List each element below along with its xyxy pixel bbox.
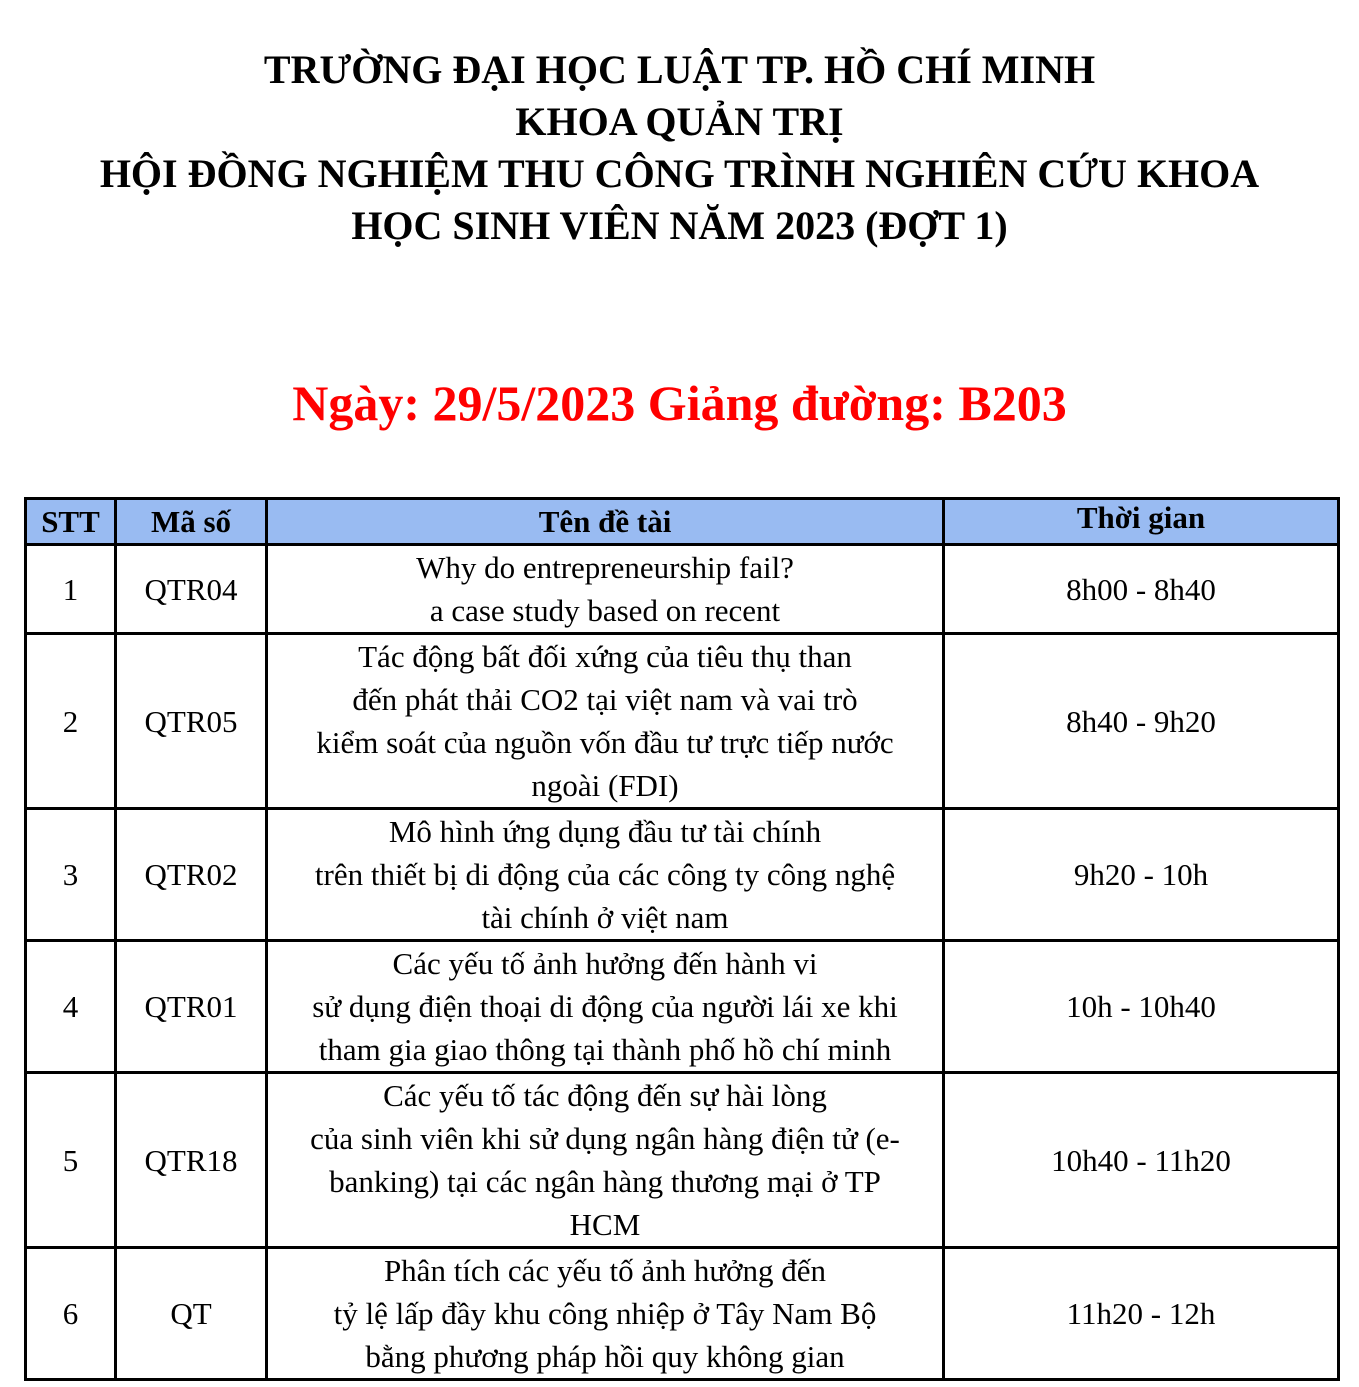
table-row <box>26 1073 1339 1248</box>
column-header-code: Mã số <box>116 499 267 545</box>
title-line: Các yếu tố ảnh hưởng đến hành vi <box>392 946 818 981</box>
title-line: ngoài (FDI) <box>531 768 679 803</box>
title-line: a case study based on recent <box>429 593 781 628</box>
council-title-line-2: HỌC SINH VIÊN NĂM 2023 (ĐỢT 1) <box>351 203 1008 248</box>
schedule-table <box>24 497 1340 1381</box>
row-stt: 4 <box>26 941 116 1073</box>
row-stt: 5 <box>26 1073 116 1248</box>
table-row <box>26 634 1339 809</box>
row-code: QT <box>116 1248 267 1380</box>
row-title <box>267 1073 944 1248</box>
row-time: 9h20 - 10h <box>944 809 1339 941</box>
faculty-name: KHOA QUẢN TRỊ <box>515 99 844 144</box>
row-code: QTR01 <box>116 941 267 1073</box>
title-line: Các yếu tố tác động đến sự hài lòng <box>383 1078 827 1113</box>
column-header-stt: STT <box>26 499 116 545</box>
row-stt: 6 <box>26 1248 116 1380</box>
title-line: tài chính ở việt nam <box>481 900 729 935</box>
row-stt: 1 <box>26 545 116 634</box>
row-code: QTR05 <box>116 634 267 809</box>
row-title <box>267 1248 944 1380</box>
title-line: sử dụng điện thoại di động của người lái xe khi <box>312 989 898 1024</box>
row-stt: 2 <box>26 634 116 809</box>
column-header-title: Tên đề tài <box>267 499 944 545</box>
row-code: QTR02 <box>116 809 267 941</box>
title-line: đến phát thải CO2 tại việt nam và vai trò <box>352 682 858 717</box>
table-header-row <box>26 499 1339 545</box>
title-line: Why do entrepreneurship fail? <box>416 550 794 585</box>
table-row <box>26 941 1339 1073</box>
row-time: 11h20 - 12h <box>944 1248 1339 1380</box>
row-code: QTR18 <box>116 1073 267 1248</box>
row-title <box>267 809 944 941</box>
title-line: Tác động bất đối xứng của tiêu thụ than <box>358 639 852 674</box>
row-stt: 3 <box>26 809 116 941</box>
table-row <box>26 809 1339 941</box>
table-row <box>26 1248 1339 1380</box>
title-line: Phân tích các yếu tố ảnh hưởng đến <box>383 1253 827 1288</box>
row-title <box>267 941 944 1073</box>
row-time: 8h40 - 9h20 <box>944 634 1339 809</box>
column-header-time: Thời gian <box>944 499 1339 545</box>
row-time: 10h - 10h40 <box>944 941 1339 1073</box>
title-line: bằng phương pháp hồi quy không gian <box>365 1339 845 1374</box>
title-line: của sinh viên khi sử dụng ngân hàng điện tử (e- <box>310 1121 900 1156</box>
title-line: HCM <box>569 1207 641 1242</box>
row-title <box>267 545 944 634</box>
title-line: trên thiết bị di động của các công ty công nghệ <box>314 857 896 892</box>
date-and-room: Ngày: 29/5/2023 Giảng đường: B203 <box>292 375 1067 431</box>
title-line: Mô hình ứng dụng đầu tư tài chính <box>388 814 822 849</box>
row-time: 8h00 - 8h40 <box>944 545 1339 634</box>
university-name: TRƯỜNG ĐẠI HỌC LUẬT TP. HỒ CHÍ MINH <box>263 47 1096 92</box>
title-line: tham gia giao thông tại thành phố hồ chí minh <box>318 1032 892 1067</box>
table-row <box>26 545 1339 634</box>
council-title-line-1: HỘI ĐỒNG NGHIỆM THU CÔNG TRÌNH NGHIÊN CỨU KHOA <box>99 151 1260 196</box>
row-code: QTR04 <box>116 545 267 634</box>
row-time: 10h40 - 11h20 <box>944 1073 1339 1248</box>
title-line: tỷ lệ lấp đầy khu công nhiệp ở Tây Nam Bộ <box>333 1296 877 1331</box>
title-line: kiểm soát của nguồn vốn đầu tư trực tiếp nước <box>316 725 894 760</box>
row-title <box>267 634 944 809</box>
document-header <box>0 44 1359 252</box>
title-line: banking) tại các ngân hàng thương mại ở TP <box>329 1164 881 1199</box>
